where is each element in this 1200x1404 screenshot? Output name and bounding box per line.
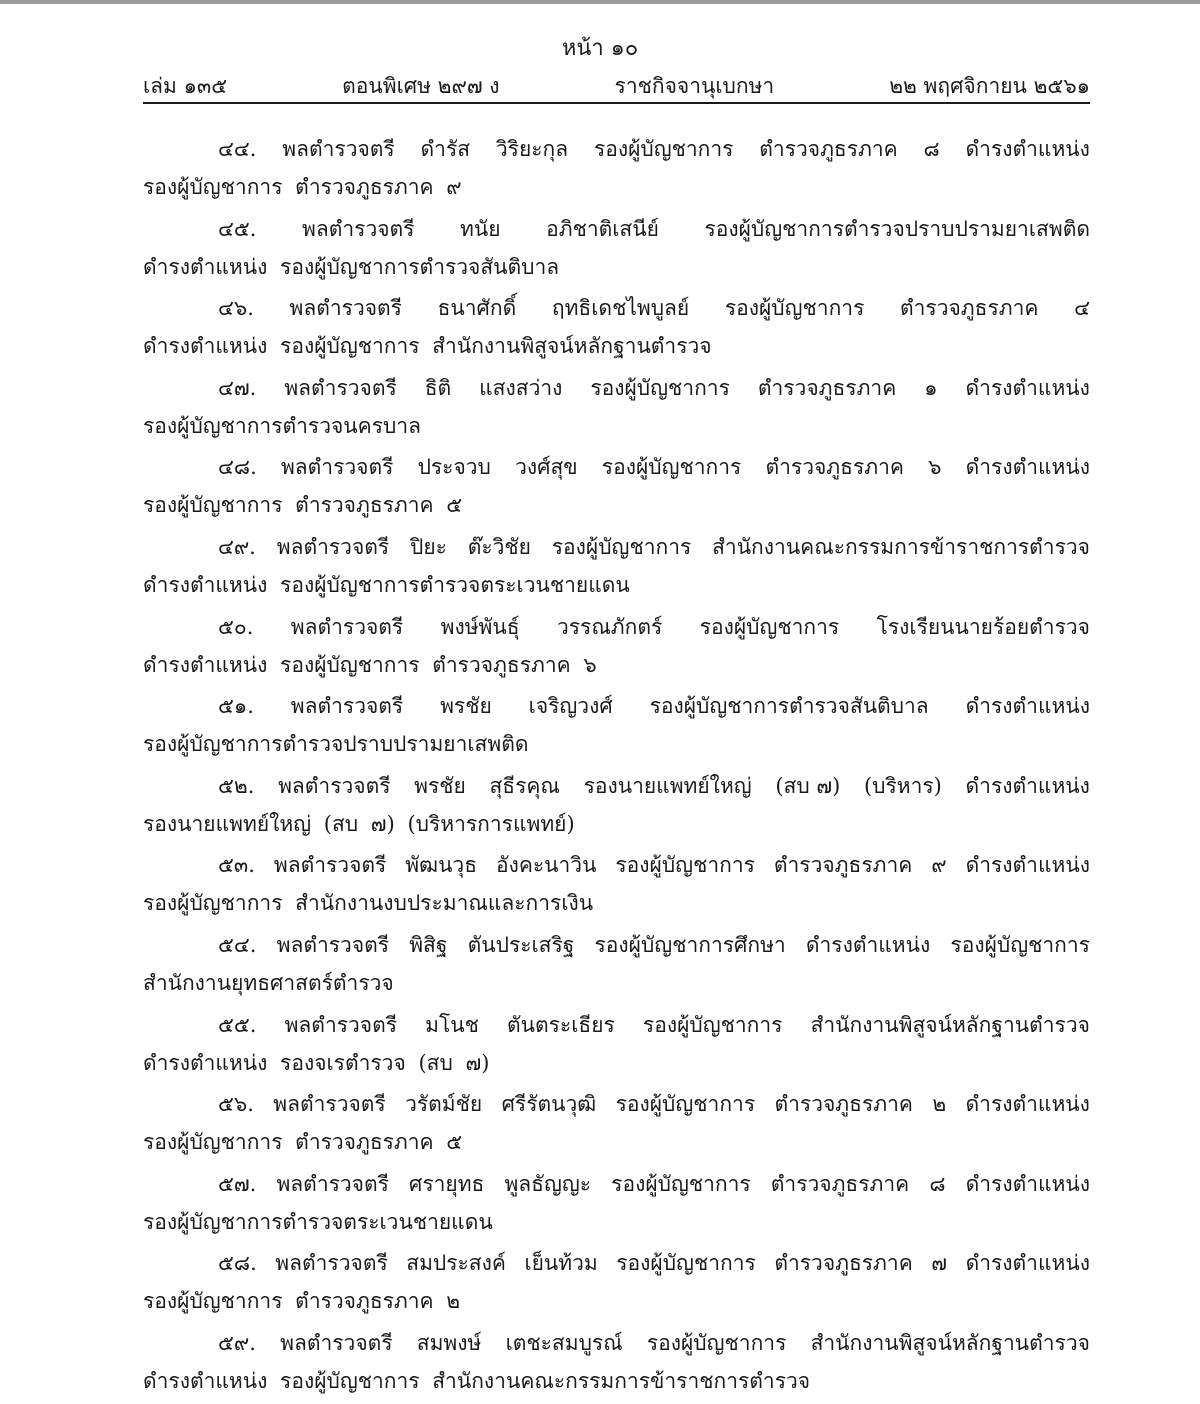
entry-word: พลตำรวจตรี	[278, 773, 391, 798]
entry-first-line	[143, 1244, 1090, 1282]
entry-word: ๕๐.	[218, 614, 254, 639]
entry-word: พิสิฐ	[409, 932, 448, 957]
entry-word: วรัตม์ชัย	[405, 1092, 483, 1117]
entry-word: ดำรัส	[420, 137, 471, 161]
entry-word: ๕๖.	[218, 1092, 254, 1117]
entry-first-line	[143, 1324, 1090, 1362]
entry-word: ๕๗.	[218, 1171, 257, 1196]
entry-word: ๙	[931, 853, 947, 878]
appointment-entry	[143, 846, 1090, 926]
entry-word: ดำรงตำแหน่ง	[965, 1171, 1090, 1196]
entry-word: พลตำรวจตรี	[275, 1251, 388, 1276]
appointment-entry	[143, 369, 1090, 449]
entry-word: อังคะนาวิน	[495, 853, 597, 878]
entry-word: สมประสงค์	[406, 1251, 506, 1276]
entry-word: ๔๘.	[218, 455, 257, 480]
entry-word: พลตำรวจตรี	[276, 1171, 389, 1196]
entry-word: (สบ ๗)	[775, 773, 841, 798]
entry-word: ๕๑.	[218, 694, 254, 719]
entry-word: พลตำรวจตรี	[284, 375, 397, 400]
entry-word: รองนายแพทย์ใหญ่	[583, 773, 752, 798]
entry-continuation-line: รองผู้บัญชาการ ตำรวจภูธรภาค ๒	[143, 1289, 461, 1314]
entry-first-line	[143, 448, 1090, 486]
gazette-header	[143, 70, 1090, 102]
entry-word: รองผู้บัญชาการ	[601, 455, 742, 480]
entry-word: พลตำรวจตรี	[280, 455, 394, 480]
entry-word: รองผู้บัญชาการ	[615, 853, 755, 878]
entry-word: ๔๔.	[218, 137, 257, 161]
entry-word: พรชัย	[414, 773, 466, 798]
entry-continuation-line: ดำรงตำแหน่ง รองจเรตำรวจ (สบ ๗)	[143, 1050, 490, 1075]
entry-word: สมพงษ์	[416, 1330, 482, 1355]
entry-word: ตำรวจภูธรภาค	[770, 1171, 910, 1196]
entry-word: ตำรวจภูธรภาค	[773, 853, 913, 878]
entry-first-line	[143, 289, 1090, 327]
entry-word: รองผู้บัญชาการ	[611, 1171, 751, 1196]
appointment-list	[143, 130, 1090, 1404]
entry-word: รองผู้บัญชาการ	[950, 932, 1090, 957]
entry-word: ต๊ะวิชัย	[467, 534, 531, 559]
entry-word: ตำรวจภูธรภาค	[774, 1092, 913, 1117]
entry-word: รองผู้บัญชาการตำรวจปราบปรามยาเสพติด	[704, 216, 1090, 241]
page-number: หน้า ๑๐	[561, 36, 639, 61]
entry-word: วิริยะกุล	[495, 137, 569, 161]
entry-first-line	[143, 687, 1090, 725]
entry-word: ดำรงตำแหน่ง	[965, 773, 1090, 798]
entry-word: ธิติ	[424, 375, 452, 400]
entry-word: พลตำรวจตรี	[282, 137, 395, 161]
entry-continuation-line: ดำรงตำแหน่ง รองผู้บัญชาการ ตำรวจภูธรภาค ๖	[143, 652, 597, 677]
entry-first-line	[143, 528, 1090, 566]
entry-word: รองผู้บัญชาการ	[699, 614, 840, 639]
entry-word: พลตำรวจตรี	[276, 534, 390, 559]
entry-word: ๔๕.	[218, 216, 257, 241]
entry-word: รองผู้บัญชาการตำรวจสันติบาล	[649, 694, 929, 719]
publication-date: ๒๒ พฤศจิกายน ๒๕๖๑	[889, 73, 1090, 98]
entry-word: รองผู้บัญชาการ	[593, 137, 734, 161]
entry-word: พลตำรวจตรี	[290, 614, 404, 639]
entry-word: ฤทธิเดชไพบูลย์	[551, 296, 690, 321]
entry-first-line	[143, 1085, 1090, 1123]
entry-word: ๖	[928, 455, 942, 480]
entry-continuation-line: รองนายแพทย์ใหญ่ (สบ ๗) (บริหารการแพทย์)	[143, 811, 575, 836]
entry-continuation-line: รองผู้บัญชาการตำรวจปราบปรามยาเสพติด	[143, 732, 529, 757]
issue-label: ตอนพิเศษ ๒๙๗ ง	[342, 73, 500, 98]
appointment-entry	[143, 1006, 1090, 1086]
appointment-entry	[143, 1165, 1090, 1245]
entry-word: ๕๓.	[218, 853, 255, 878]
entry-word: ดำรงตำแหน่ง	[965, 137, 1090, 161]
entry-continuation-line: รองผู้บัญชาการตำรวจตระเวนชายแดน	[143, 1209, 493, 1234]
entry-word: ประจวบ	[417, 455, 491, 480]
entry-word: พลตำรวจตรี	[273, 853, 387, 878]
entry-continuation-line: รองผู้บัญชาการตำรวจนครบาล	[143, 413, 421, 438]
entry-word: ดำรงตำแหน่ง	[965, 1251, 1090, 1276]
entry-word: รองผู้บัญชาการ	[551, 534, 692, 559]
entry-first-line	[143, 926, 1090, 964]
gazette-title: ราชกิจจานุเบกษา	[614, 73, 775, 98]
entry-word: (บริหาร)	[863, 773, 942, 798]
entry-word: รองผู้บัญชาการ	[642, 1012, 783, 1037]
entry-word: สำนักงานพิสูจน์หลักฐานตำรวจ	[810, 1330, 1090, 1355]
entry-word: ดำรงตำแหน่ง	[805, 932, 931, 957]
entry-word: รองผู้บัญชาการศึกษา	[594, 932, 786, 957]
entry-first-line	[143, 1006, 1090, 1044]
entry-continuation-line: ดำรงตำแหน่ง รองผู้บัญชาการ สำนักงานคณะกรรมการข้าราชการตำรวจ	[143, 1368, 811, 1393]
page-top-edge	[0, 0, 1200, 4]
entry-word: พลตำรวจตรี	[290, 694, 404, 719]
entry-first-line	[143, 210, 1090, 248]
entry-continuation-line: ดำรงตำแหน่ง รองผู้บัญชาการตำรวจตระเวนชายแดน	[143, 572, 630, 597]
entry-word: ดำรงตำแหน่ง	[965, 694, 1090, 719]
entry-word: ธนาศักดิ์	[437, 296, 517, 321]
entry-word: ตำรวจภูธรภาค	[759, 137, 898, 161]
entry-word: รองผู้บัญชาการ	[615, 1092, 756, 1117]
entry-word: ตันตระเธียร	[507, 1012, 615, 1037]
entry-word: ๔๖.	[218, 296, 254, 321]
entry-continuation-line: ดำรงตำแหน่ง รองผู้บัญชาการตำรวจสันติบาล	[143, 254, 560, 279]
entry-word: ๔๙.	[218, 534, 256, 559]
entry-word: พรชัย	[440, 694, 492, 719]
entry-word: ๘	[923, 137, 940, 161]
entry-word: พัฒนวุธ	[405, 853, 478, 878]
entry-word: ๔๗.	[218, 375, 257, 400]
entry-word: ตำรวจภูธรภาค	[900, 296, 1039, 321]
appointment-entry	[143, 210, 1090, 290]
entry-continuation-line: ดำรงตำแหน่ง รองผู้บัญชาการ สำนักงานพิสูจน์หลักฐานตำรวจ	[143, 334, 712, 359]
entry-word: ๕๕.	[218, 1012, 257, 1037]
entry-word: แสงสว่าง	[479, 375, 563, 400]
entry-first-line	[143, 608, 1090, 646]
appointment-entry	[143, 130, 1090, 210]
entry-word: ๘	[929, 1171, 946, 1196]
volume-label: เล่ม ๑๓๕	[143, 73, 228, 98]
entry-first-line	[143, 767, 1090, 805]
appointment-entry	[143, 1085, 1090, 1165]
entry-word: พูลธัญญะ	[504, 1171, 592, 1196]
entry-word: รองผู้บัญชาการ	[590, 375, 730, 400]
entry-word: พลตำรวจตรี	[284, 1012, 398, 1037]
appointment-entry	[143, 289, 1090, 369]
entry-word: ตำรวจภูธรภาค	[774, 1251, 913, 1276]
entry-word: พลตำรวจตรี	[273, 1092, 386, 1117]
entry-word: ๔	[1074, 296, 1090, 321]
header-divider	[143, 102, 1090, 104]
entry-word: วรรณภักตร์	[556, 614, 663, 639]
entry-word: ตำรวจภูธรภาค	[765, 455, 904, 480]
entry-word: สุธีรคุณ	[489, 773, 560, 798]
entry-first-line	[143, 1165, 1090, 1203]
entry-word: พลตำรวจตรี	[289, 296, 402, 321]
entry-word: เจริญวงศ์	[528, 694, 613, 719]
entry-word: ศรายุทธ	[409, 1171, 485, 1196]
appointment-entry	[143, 687, 1090, 767]
appointment-entry	[143, 1244, 1090, 1324]
entry-word: ทนัย	[460, 216, 501, 241]
entry-word: ดำรงตำแหน่ง	[965, 375, 1090, 400]
entry-word: สำนักงานพิสูจน์หลักฐานตำรวจ	[810, 1012, 1090, 1037]
entry-word: วงศ์สุข	[515, 455, 578, 480]
entry-word: ๕๙.	[218, 1330, 256, 1355]
entry-word: ๗	[931, 1251, 948, 1276]
entry-word: รองผู้บัญชาการ	[646, 1330, 787, 1355]
appointment-entry	[143, 1324, 1090, 1404]
entry-word: ๕๘.	[218, 1251, 257, 1276]
entry-continuation-line: รองผู้บัญชาการ ตำรวจภูธรภาค ๕	[143, 1130, 463, 1155]
entry-word: พลตำรวจตรี	[276, 932, 390, 957]
entry-word: ๕๒.	[218, 773, 255, 798]
appointment-entry	[143, 608, 1090, 688]
appointment-entry	[143, 528, 1090, 608]
entry-word: ๑	[924, 375, 938, 400]
entry-word: สำนักงานคณะกรรมการข้าราชการตำรวจ	[712, 534, 1090, 559]
entry-word: เตชะสมบูรณ์	[505, 1330, 623, 1355]
entry-word: รองผู้บัญชาการ	[724, 296, 865, 321]
entry-word: อภิชาติเสนีย์	[546, 216, 659, 241]
entry-continuation-line: สำนักงานยุทธศาสตร์ตำรวจ	[143, 970, 394, 995]
entry-word: ดำรงตำแหน่ง	[965, 853, 1090, 878]
entry-continuation-line: รองผู้บัญชาการ สำนักงานงบประมาณและการเงิน	[143, 891, 594, 916]
entry-word: ปิยะ	[409, 534, 447, 559]
entry-word: พลตำรวจตรี	[302, 216, 415, 241]
entry-continuation-line: รองผู้บัญชาการ ตำรวจภูธรภาค ๕	[143, 493, 463, 518]
entry-word: พลตำรวจตรี	[280, 1330, 393, 1355]
entry-word: ตันประเสริฐ	[467, 932, 575, 957]
entry-word: ๒	[932, 1092, 947, 1117]
entry-word: มโนช	[425, 1012, 479, 1037]
entry-first-line	[143, 369, 1090, 407]
entry-first-line	[143, 130, 1090, 168]
entry-word: เย็นท้วม	[524, 1251, 598, 1276]
entry-word: ดำรงตำแหน่ง	[965, 455, 1090, 480]
entry-word: รองผู้บัญชาการ	[616, 1251, 756, 1276]
entry-word: ศรีรัตนวุฒิ	[501, 1092, 597, 1117]
appointment-entry	[143, 926, 1090, 1006]
entry-word: ดำรงตำแหน่ง	[965, 1092, 1090, 1117]
entry-word: ตำรวจภูธรภาค	[757, 375, 897, 400]
appointment-entry	[143, 448, 1090, 528]
entry-continuation-line: รองผู้บัญชาการ ตำรวจภูธรภาค ๙	[143, 175, 462, 199]
entry-word: พงษ์พันธุ์	[440, 614, 520, 639]
appointment-entry	[143, 767, 1090, 847]
entry-word: ๕๔.	[218, 932, 257, 957]
entry-first-line	[143, 846, 1090, 884]
entry-word: โรงเรียนนายร้อยตำรวจ	[876, 614, 1090, 639]
